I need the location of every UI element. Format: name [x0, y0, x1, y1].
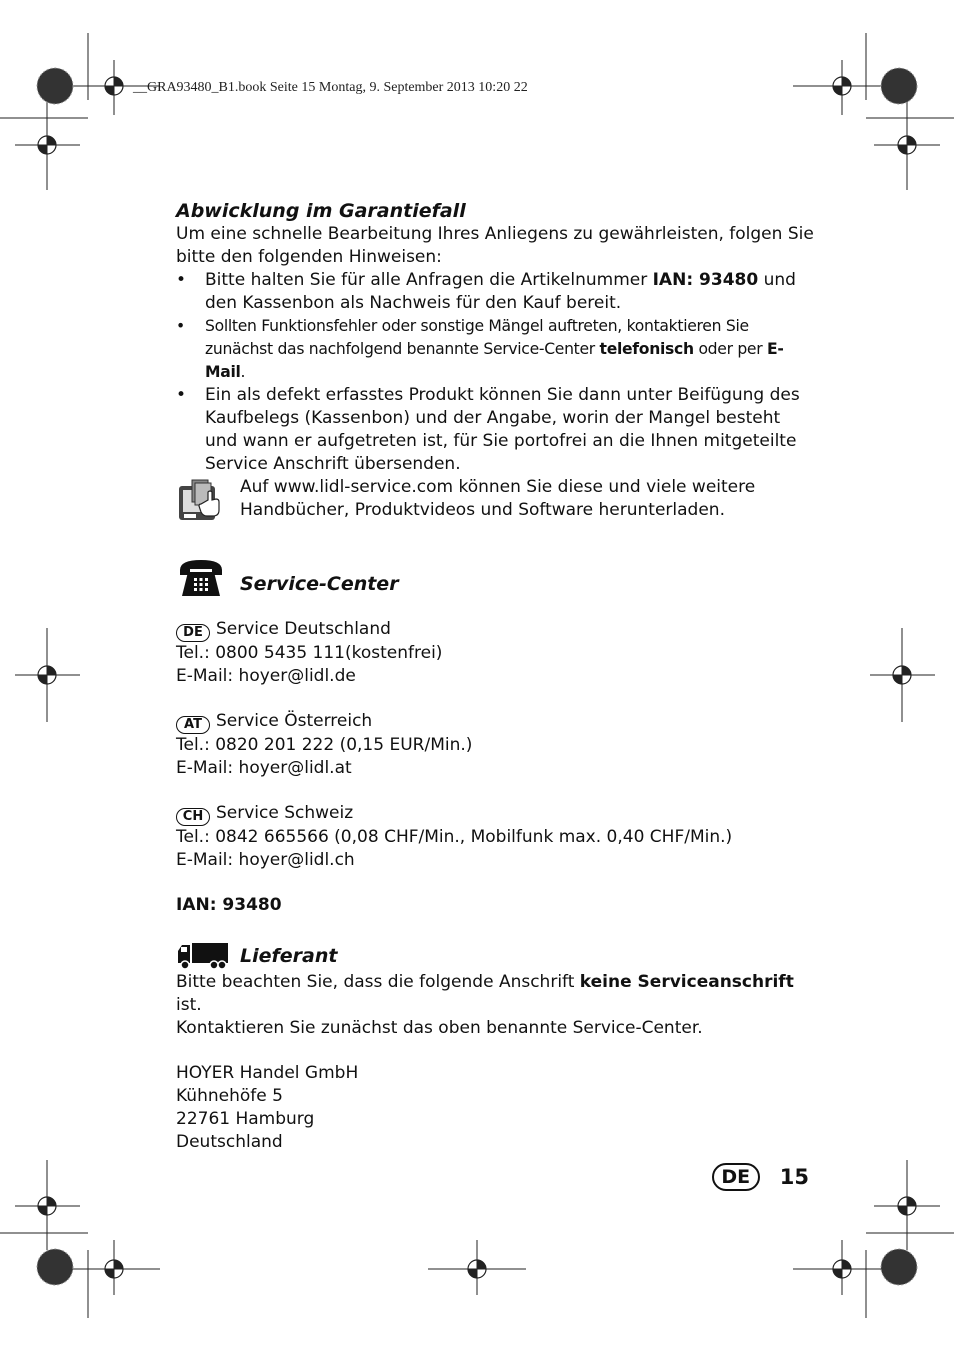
bold-term: keine Serviceanschrift [579, 972, 794, 992]
note-text: ist. [176, 995, 202, 1015]
address-line: Deutschland [176, 1132, 283, 1152]
page-content [176, 200, 816, 1154]
download-tip [176, 476, 816, 522]
page-footer [712, 1163, 809, 1191]
country-badge: AT [176, 716, 210, 734]
address-line: Kühnehöfe 5 [176, 1086, 283, 1106]
page-number: 15 [779, 1165, 809, 1189]
service-tel: Tel.: 0842 665566 (0,08 CHF/Min., Mobilfunk max. 0,40 CHF/Min.) [176, 827, 733, 847]
service-mail: E-Mail: hoyer@lidl.ch [176, 850, 355, 870]
bullet-text: Sollten Funktionsfehler oder sonstige Mängel auftreten, kontaktieren Sie zunächst das nachfolgend benannte Service-Center [205, 317, 749, 358]
note-text: Bitte beachten Sie, dass die folgende Anschrift [176, 972, 580, 992]
bullet-dot: • [176, 385, 187, 405]
bullet-item [176, 315, 816, 384]
book-header-line: __GRA93480_B1.book Seite 15 Montag, 9. September 2013 10:20 22 [133, 80, 528, 95]
address-line: 22761 Hamburg [176, 1109, 315, 1129]
language-badge: DE [712, 1163, 760, 1191]
truck-icon [176, 941, 230, 971]
service-tel: Tel.: 0820 201 222 (0,15 EUR/Min.) [176, 735, 473, 755]
country-badge: DE [176, 624, 210, 642]
bold-term: telefonisch [599, 340, 694, 358]
bullet-dot: • [176, 317, 185, 335]
supplier-note-2: Kontaktieren Sie zunächst das oben benannte Service-Center. [176, 1018, 703, 1038]
telephone-icon [176, 556, 226, 598]
bullet-item [176, 384, 816, 476]
ian-number: IAN: 93480 [176, 895, 282, 915]
service-mail: E-Mail: hoyer@lidl.at [176, 758, 352, 778]
service-name: Service Deutschland [216, 619, 391, 639]
service-name: Service Österreich [216, 711, 373, 731]
bold-term: E-Mail [205, 340, 784, 381]
service-center-heading [176, 556, 816, 600]
address-line: HOYER Handel GmbH [176, 1063, 359, 1083]
country-badge: CH [176, 808, 210, 826]
service-name: Service Schweiz [216, 803, 354, 823]
service-entry-at [176, 710, 816, 780]
service-entry-ch [176, 802, 816, 872]
service-mail: E-Mail: hoyer@lidl.de [176, 666, 356, 686]
bullet-text: Ein als defekt erfasstes Produkt können Sie dann unter Beifügung des Kaufbelegs (Kassenbon) und der Angabe, worin der Mangel besteht und wann er aufgetreten ist, für Sie portofrei an die Ihnen mitgeteilte Service Anschrift übersenden. [205, 385, 800, 474]
warranty-intro: Um eine schnelle Bearbeitung Ihres Anliegens zu gewährleisten, folgen Sie bitte den folgenden Hinweisen: [176, 224, 814, 267]
service-entry-de [176, 618, 816, 688]
warranty-title: Abwicklung im Garantiefall [176, 200, 466, 222]
tip-text: Auf www.lidl-service.com können Sie diese und viele weitere Handbücher, Produktvideos und Software herunterladen. [240, 477, 756, 520]
bullet-dot: • [176, 270, 187, 290]
bullet-item [176, 269, 816, 315]
supplier-heading [176, 935, 816, 971]
download-manual-icon [178, 478, 226, 522]
service-center-title: Service-Center [240, 573, 399, 595]
bullet-text: Bitte halten Sie für alle Anfragen die Artikelnummer [205, 270, 653, 290]
supplier-address [176, 1062, 816, 1154]
supplier-note [176, 971, 816, 1017]
bullet-text: oder per [693, 340, 767, 358]
service-tel: Tel.: 0800 5435 111(kostenfrei) [176, 643, 443, 663]
ian-inline: IAN: 93480 [652, 270, 759, 290]
bullet-text: und den Kassenbon als Nachweis für den Kauf bereit. [205, 270, 796, 313]
supplier-title: Lieferant [240, 945, 338, 967]
bullet-text: . [240, 363, 246, 381]
